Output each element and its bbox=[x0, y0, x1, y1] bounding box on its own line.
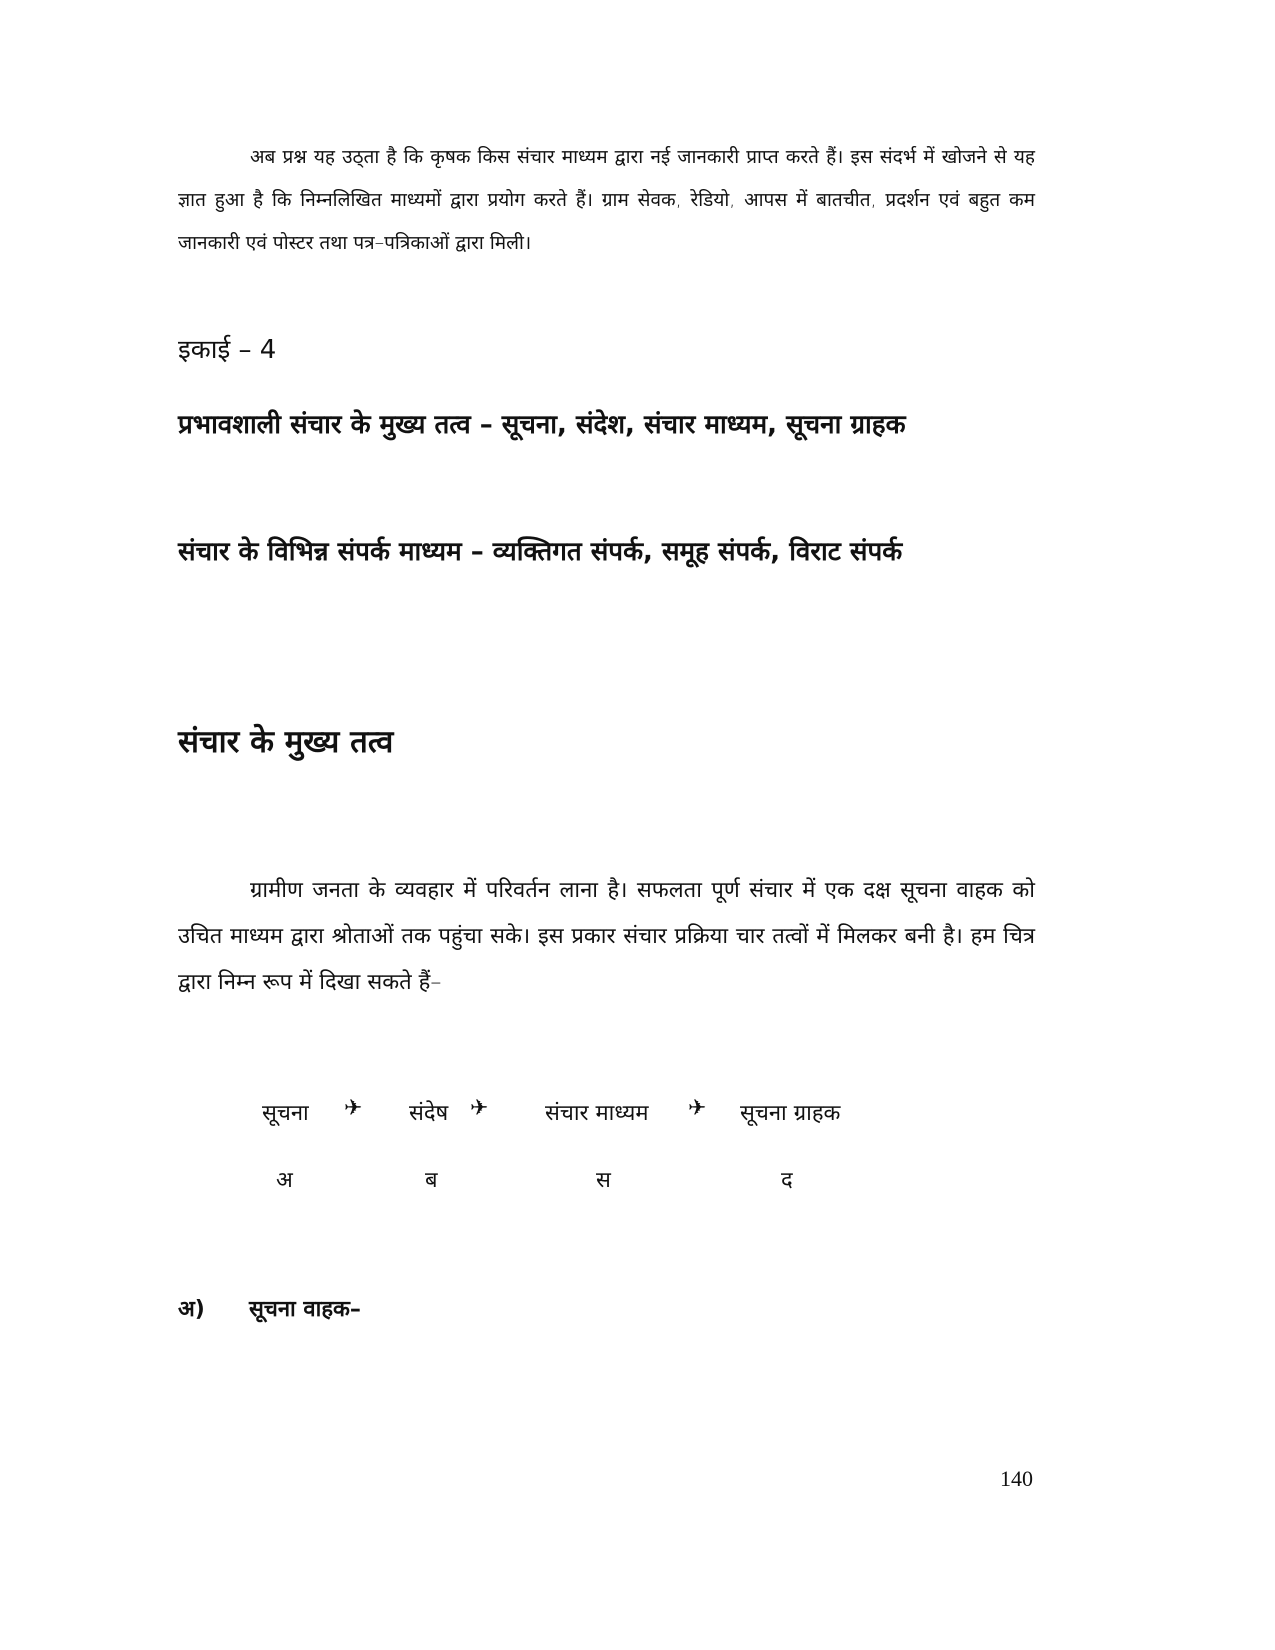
arrow-icon: ✈ bbox=[688, 1096, 707, 1121]
section-title: संचार के मुख्य तत्व bbox=[178, 724, 394, 760]
page-number: 140 bbox=[1000, 1466, 1033, 1491]
arrow-icon: ✈ bbox=[344, 1096, 363, 1121]
subsection-label: सूचना वाहक– bbox=[249, 1297, 361, 1322]
flow-letter-b: ब bbox=[425, 1168, 438, 1193]
flow-step-information: सूचना bbox=[262, 1101, 309, 1126]
flow-letter-a: अ bbox=[276, 1168, 293, 1193]
flow-step-medium: संचार माध्यम bbox=[545, 1101, 649, 1126]
body-paragraph: ग्रामीण जनता के व्यवहार में परिवर्तन लाना है। सफलता पूर्ण संचार में एक दक्ष सूचना वाहक को उचित माध्यम द्वारा श्रोताओं तक पहुंचा सके। इस प्रकार संचार प्रक्रिया चार तत्वों में मिलकर बनी है। हम चित्र द्वारा निम्न रूप में दिखा सकते हैं– bbox=[178, 878, 1035, 995]
flow-step-receiver: सूचना ग्राहक bbox=[740, 1101, 841, 1126]
effective-communication-heading: प्रभावशाली संचार के मुख्य तत्व – सूचना, संदेश, संचार माध्यम, सूचना ग्राहक bbox=[178, 410, 906, 440]
subsection-marker: अ) bbox=[178, 1297, 205, 1322]
flow-letter-s: स bbox=[596, 1168, 611, 1193]
unit-heading: इकाई – 4 bbox=[178, 335, 277, 365]
arrow-icon: ✈ bbox=[470, 1096, 489, 1121]
communication-media-heading: संचार के विभिन्न संपर्क माध्यम – व्यक्तिगत संपर्क, समूह संपर्क, विराट संपर्क bbox=[178, 537, 903, 567]
flow-letter-d: द bbox=[781, 1168, 793, 1193]
intro-paragraph: अब प्रश्न यह उठ्ता है कि कृषक किस संचार माध्यम द्वारा नई जानकारी प्राप्त करते हैं। इस संदर्भ में खोजने से यह ज्ञात हुआ है कि निम्नलिखित माध्यमों द्वारा प्रयोग करते हैं। ग्राम सेवक, रेडियो, आपस में बातचीत, प्रदर्शन एवं बहुत कम जानकारी एवं पोस्टर तथा पत्र–पत्रिकाओं द्वारा मिली। bbox=[178, 146, 1035, 254]
flow-step-message: संदेष bbox=[409, 1101, 449, 1126]
